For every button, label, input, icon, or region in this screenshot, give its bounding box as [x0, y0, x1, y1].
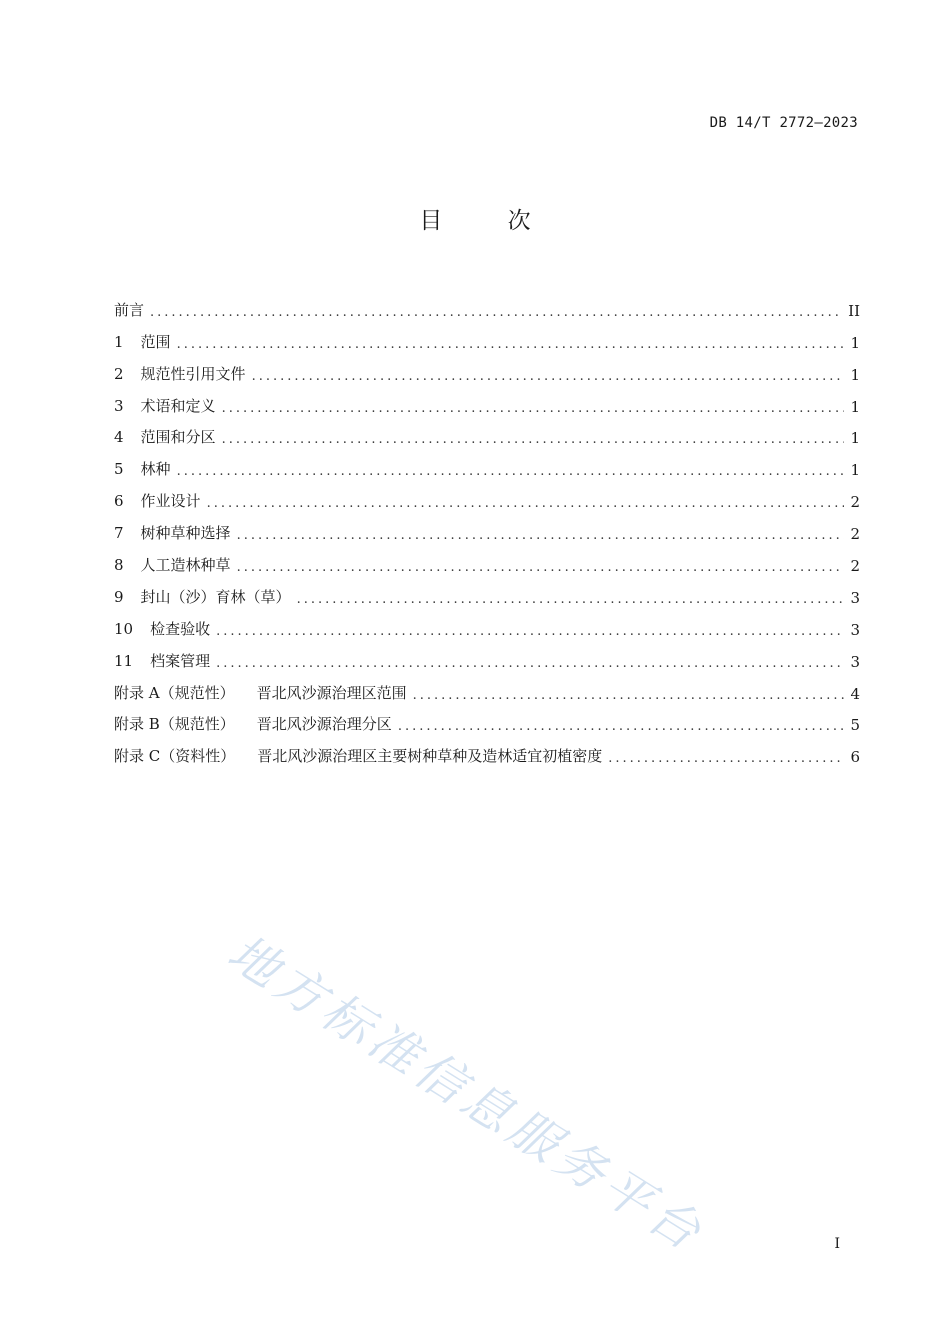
- toc-item-label: 规范性引用文件: [140, 364, 246, 383]
- toc-leader-dots: [207, 496, 844, 511]
- toc-item-number: 4: [114, 428, 124, 447]
- toc-item-label: 范围和分区: [140, 428, 216, 447]
- toc-item-number: 3: [114, 396, 124, 415]
- toc-item-11[interactable]: [114, 639, 860, 671]
- toc-item-number: 9: [114, 587, 124, 606]
- toc-item-label: 晋北风沙源治理分区: [256, 715, 392, 734]
- page-title: [0, 202, 950, 235]
- toc-item-label: 档案管理: [150, 651, 211, 670]
- toc-item-page: 4: [850, 684, 860, 703]
- document-id: DB 14/T 2772—2023: [709, 115, 858, 131]
- toc-leader-dots: [297, 592, 844, 607]
- toc-item-10[interactable]: [114, 607, 860, 639]
- toc-item-number: 8: [114, 556, 124, 575]
- toc-item-number: 10: [114, 619, 134, 638]
- toc-leader-dots: [237, 560, 844, 575]
- toc-leader-dots: [252, 369, 844, 384]
- toc-item-6[interactable]: [114, 479, 860, 511]
- toc-item-page: 2: [850, 557, 860, 576]
- toc-item-1[interactable]: [114, 320, 860, 352]
- title-char-1: 目: [419, 208, 443, 234]
- watermark: 地方标准信息服务平台: [218, 923, 715, 1264]
- toc-leader-dots: [413, 688, 844, 703]
- toc-item-number: 附录 C（资料性）: [114, 747, 236, 766]
- toc-leader-dots: [216, 656, 844, 671]
- toc-item-label: 晋北风沙源治理区主要树种草种及造林适宜初植密度: [257, 747, 603, 766]
- title-char-2: 次: [507, 208, 531, 234]
- toc-leader-dots: [150, 305, 842, 320]
- toc-item-label: 晋北风沙源治理区范围: [256, 683, 407, 702]
- toc-item-label: 检查验收: [150, 619, 211, 638]
- toc-item-page: 2: [850, 525, 860, 544]
- toc-item-page: 3: [850, 588, 860, 607]
- toc-item-label: 前言: [114, 300, 145, 319]
- toc-item-5[interactable]: [114, 447, 860, 479]
- toc-item-number: 1: [114, 332, 124, 351]
- table-of-contents: [114, 288, 860, 766]
- toc-item-page: 3: [850, 620, 860, 639]
- toc-item-label: 林种: [140, 460, 171, 479]
- toc-item-number: 6: [114, 492, 124, 511]
- toc-item-9[interactable]: [114, 575, 860, 607]
- toc-item-page: 1: [850, 461, 860, 480]
- toc-item-number: 2: [114, 364, 124, 383]
- toc-item-number: 附录 B（规范性）: [114, 715, 235, 734]
- toc-item-4[interactable]: [114, 416, 860, 448]
- toc-item-appendix-c[interactable]: [114, 734, 860, 766]
- toc-item-foreword[interactable]: [114, 288, 860, 320]
- toc-item-appendix-a[interactable]: [114, 671, 860, 703]
- toc-item-label: 树种草种选择: [140, 524, 231, 543]
- toc-item-3[interactable]: [114, 384, 860, 416]
- toc-item-label: 作业设计: [140, 492, 201, 511]
- toc-item-page: 2: [850, 493, 860, 512]
- toc-leader-dots: [237, 528, 844, 543]
- toc-item-7[interactable]: [114, 511, 860, 543]
- toc-leader-dots: [177, 337, 844, 352]
- toc-leader-dots: [216, 624, 844, 639]
- toc-leader-dots: [222, 432, 844, 447]
- toc-item-page: 1: [850, 333, 860, 352]
- toc-item-page: 1: [850, 429, 860, 448]
- page-number: I: [834, 1236, 840, 1252]
- toc-item-label: 范围: [140, 332, 171, 351]
- toc-item-page: 1: [850, 397, 860, 416]
- toc-item-number: 7: [114, 524, 124, 543]
- toc-item-label: 封山（沙）育林（草）: [140, 587, 291, 606]
- toc-item-number: 11: [114, 651, 134, 670]
- toc-leader-dots: [398, 719, 844, 734]
- toc-item-page: 5: [850, 716, 860, 735]
- toc-item-label: 术语和定义: [140, 396, 216, 415]
- toc-item-page: 3: [850, 652, 860, 671]
- toc-leader-dots: [608, 751, 844, 766]
- toc-item-2[interactable]: [114, 352, 860, 384]
- toc-item-label: 人工造林种草: [140, 556, 231, 575]
- toc-item-page: II: [848, 301, 860, 320]
- toc-item-page: 1: [850, 365, 860, 384]
- toc-leader-dots: [177, 464, 844, 479]
- toc-item-number: 5: [114, 460, 124, 479]
- toc-item-8[interactable]: [114, 543, 860, 575]
- toc-item-page: 6: [850, 748, 860, 767]
- toc-item-number: 附录 A（规范性）: [114, 683, 235, 702]
- toc-item-appendix-b[interactable]: [114, 703, 860, 735]
- toc-leader-dots: [222, 401, 844, 416]
